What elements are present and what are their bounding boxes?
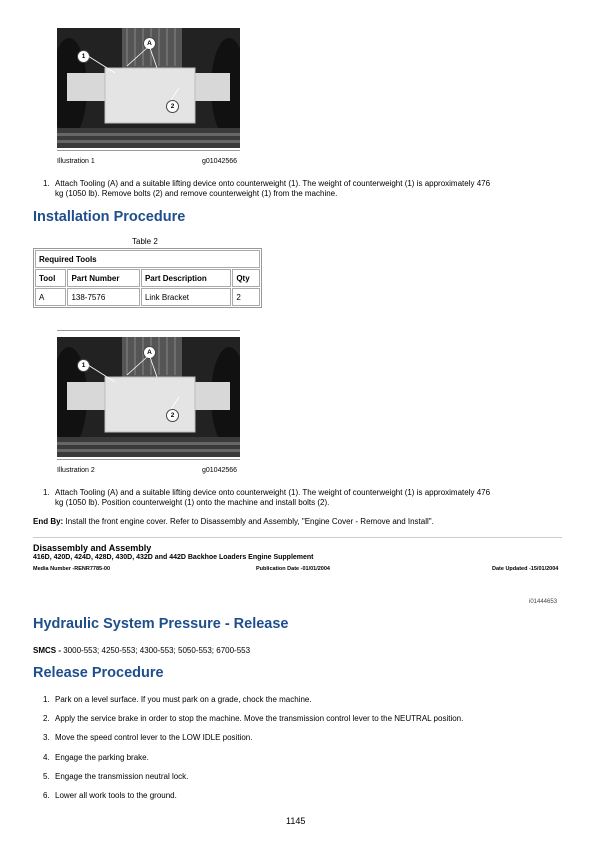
footer-title: Disassembly and Assembly bbox=[33, 543, 152, 553]
callout-leader-lines bbox=[57, 337, 240, 457]
required-tools-table bbox=[33, 248, 262, 308]
step-text-line1: Attach Tooling (A) and a suitable lifting device onto counterweight (1). The weight of counterweight (1) is approximately 476 bbox=[55, 179, 491, 188]
footer-media-number: Media Number -RENR7785-00 bbox=[33, 566, 111, 572]
callout-2: 2 bbox=[166, 409, 179, 422]
illustration-2-top-rule bbox=[57, 330, 240, 331]
illustration-1-code: g01042566 bbox=[202, 158, 238, 165]
illustration-1-caption: Illustration 1 bbox=[57, 158, 95, 165]
step-number: 1. bbox=[43, 488, 50, 497]
cell-part-number: 138-7576 bbox=[67, 288, 140, 306]
callout-1: 1 bbox=[77, 359, 90, 372]
step-text-line1: Attach Tooling (A) and a suitable lifting device onto counterweight (1). The weight of counterweight (1) is approximately 476 bbox=[55, 488, 491, 497]
step-text: Apply the service brake in order to stop the machine. Move the transmission control lever to the NEUTRAL position. bbox=[55, 714, 464, 723]
table-title: Required Tools bbox=[35, 250, 260, 268]
table-row bbox=[35, 288, 260, 306]
callout-a: A bbox=[143, 37, 156, 50]
footer-publication-date: Publication Date -01/01/2004 bbox=[256, 566, 330, 572]
release-step-4 bbox=[43, 753, 563, 763]
callout-2: 2 bbox=[166, 100, 179, 113]
step-number: 1. bbox=[43, 695, 50, 704]
release-step-3 bbox=[43, 733, 563, 743]
end-by-text: Install the front engine cover. Refer to Disassembly and Assembly, "Engine Cover - Remove and Install". bbox=[65, 517, 434, 526]
smcs-label: SMCS - bbox=[33, 646, 61, 655]
step-text-line2: kg (1050 lb). Position counterweight (1) onto the machine and install bolts (2). bbox=[55, 498, 330, 507]
step-text: Move the speed control lever to the LOW IDLE position. bbox=[55, 733, 253, 742]
callout-a: A bbox=[143, 346, 156, 359]
footer-top-rule bbox=[33, 537, 562, 538]
footer-subtitle: 416D, 420D, 424D, 428D, 430D, 432D and 442D Backhoe Loaders Engine Supplement bbox=[33, 554, 314, 561]
callout-1: 1 bbox=[77, 50, 90, 63]
step-number: 1. bbox=[43, 179, 50, 188]
end-by bbox=[33, 517, 434, 526]
page-number: 1145 bbox=[286, 816, 306, 826]
header-part-number: Part Number bbox=[67, 269, 140, 287]
release-step-6 bbox=[43, 791, 563, 801]
illustration-1-rule bbox=[57, 150, 240, 151]
step-1 bbox=[43, 179, 563, 201]
callout-leader-lines bbox=[57, 28, 240, 148]
illustration-1-photo bbox=[57, 28, 240, 148]
smcs-codes: 3000-553; 4250-553; 4300-553; 5050-553; 6700-553 bbox=[63, 646, 251, 655]
header-part-description: Part Description bbox=[141, 269, 231, 287]
release-heading: Release Procedure bbox=[33, 665, 164, 681]
illustration-2-photo bbox=[57, 337, 240, 457]
step-text-line2: kg (1050 lb). Remove bolts (2) and remove counterweight (1) from the machine. bbox=[55, 189, 338, 198]
step-text: Lower all work tools to the ground. bbox=[55, 791, 177, 800]
illustration-2-code: g01042566 bbox=[202, 467, 238, 474]
step-number: 4. bbox=[43, 753, 50, 762]
release-step-2 bbox=[43, 714, 563, 724]
smcs-line bbox=[33, 646, 250, 655]
step-text: Engage the transmission neutral lock. bbox=[55, 772, 189, 781]
cell-part-description: Link Bracket bbox=[141, 288, 231, 306]
end-by-label: End By: bbox=[33, 517, 64, 526]
step-1-install bbox=[43, 488, 563, 510]
header-tool: Tool bbox=[35, 269, 66, 287]
header-qty: Qty bbox=[232, 269, 260, 287]
document-id: i01444653 bbox=[529, 599, 558, 605]
step-text: Engage the parking brake. bbox=[55, 753, 149, 762]
cell-qty: 2 bbox=[232, 288, 260, 306]
footer-date-updated: Date Updated -15/01/2004 bbox=[492, 566, 559, 572]
step-number: 2. bbox=[43, 714, 50, 723]
step-number: 6. bbox=[43, 791, 50, 800]
table-caption: Table 2 bbox=[132, 237, 158, 246]
step-number: 3. bbox=[43, 733, 50, 742]
step-number: 5. bbox=[43, 772, 50, 781]
hydraulic-heading: Hydraulic System Pressure - Release bbox=[33, 616, 289, 632]
release-step-1 bbox=[43, 695, 563, 705]
installation-heading: Installation Procedure bbox=[33, 209, 186, 225]
illustration-2-caption: Illustration 2 bbox=[57, 467, 95, 474]
illustration-2-rule bbox=[57, 459, 240, 460]
step-text: Park on a level surface. If you must park on a grade, chock the machine. bbox=[55, 695, 312, 704]
release-step-5 bbox=[43, 772, 563, 782]
cell-tool: A bbox=[35, 288, 66, 306]
